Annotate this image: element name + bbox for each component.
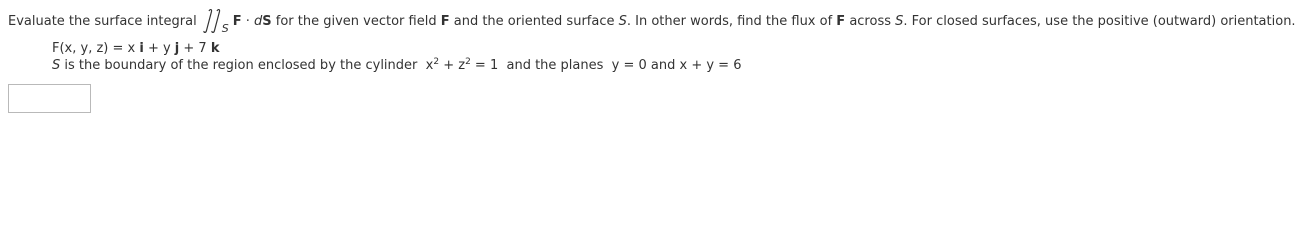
integrand-vector-S: S	[262, 13, 272, 29]
question-prompt	[8, 8, 1296, 34]
surface-text-2: + z	[439, 58, 466, 73]
question-intro: Evaluate the surface integral	[8, 13, 197, 29]
answer-input[interactable]	[8, 84, 91, 113]
surface-definition	[52, 58, 741, 73]
integrand-vector-F: F	[232, 13, 242, 29]
exponent-1: 2	[433, 57, 440, 67]
question-text-across: across	[845, 13, 896, 29]
question-text-for-given: for the given vector field	[271, 13, 441, 29]
question-text-other-words: . In other words, find the flux of	[626, 13, 837, 29]
surface-S-label: S	[52, 58, 61, 73]
question-text-oriented: and the oriented surface	[449, 13, 619, 29]
unit-vector-j: j	[174, 41, 180, 56]
unit-vector-k: k	[210, 41, 220, 56]
vector-field-F-2: F	[836, 13, 846, 29]
surface-text-1: is the boundary of the region enclosed by the cylinder x	[60, 58, 434, 73]
unit-vector-i: i	[139, 41, 144, 56]
double-integral-icon	[201, 8, 231, 34]
surface-text-3: = 1 and the planes y = 0 and x + y = 6	[470, 58, 742, 73]
integral-subscript: S	[221, 22, 229, 35]
question-text-closed: . For closed surfaces, use the positive (outward) orientation.	[903, 13, 1296, 29]
integrand-d: d	[253, 13, 263, 29]
vector-field-definition	[52, 41, 219, 56]
field-mid-1: + y	[143, 41, 175, 56]
field-lhs: F(x, y, z) = x	[52, 41, 140, 56]
field-mid-2: + 7	[179, 41, 211, 56]
surface-S-2: S	[895, 13, 904, 29]
vector-field-F: F	[440, 13, 450, 29]
exponent-2: 2	[465, 57, 471, 67]
surface-S: S	[618, 13, 627, 29]
integrand-dot: ·	[241, 13, 254, 29]
